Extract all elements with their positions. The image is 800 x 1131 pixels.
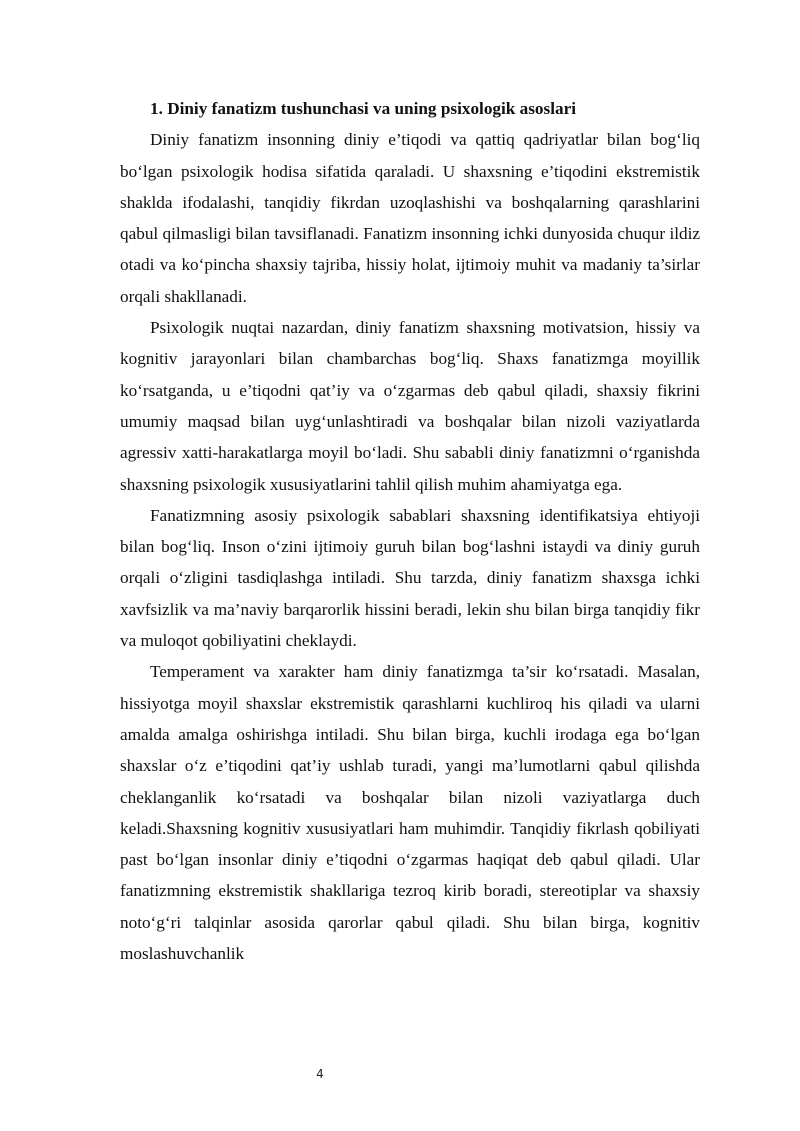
document-body	[120, 93, 700, 969]
paragraph-2: Psixologik nuqtai nazardan, diniy fanatizm shaxsning motivatsion, hissiy va kognitiv jarayonlari bilan chambarchas bog‘liq. Shaxs fanatizmga moyillik ko‘rsatganda, u e’tiqodni qat’iy va o‘zgarmas deb qabul qiladi, shaxsiy fikrini umumiy maqsad bilan uyg‘unlashtiradi va boshqalar bilan nizoli vaziyatlarda agressiv xatti-harakatlarga moyil bo‘ladi. Shu sababli diniy fanatizmni o‘rganishda shaxsning psixologik xususiyatlarini tahlil qilish muhim ahamiyatga ega.	[120, 318, 700, 494]
section-heading: 1. Diniy fanatizm tushunchasi va uning psixologik asoslari	[150, 99, 576, 118]
page-number: 4	[316, 1067, 324, 1081]
paragraph-4: Temperament va xarakter ham diniy fanatizmga ta’sir ko‘rsatadi. Masalan, hissiyotga moyil shaxslar ekstremistik qarashlarni kuchliroq his qiladi va ularni amalda amalga oshirishga intiladi. Shu bilan birga, kuchli irodaga ega bo‘lgan shaxslar o‘z e’tiqodini qat’iy ushlab turadi, yangi ma’lumotlarni qabul qilishda cheklanganlik ko‘rsatadi va boshqalar bilan nizoli vaziyatlarga duch keladi.Shaxsning kognitiv xususiyatlari ham muhimdir. Tanqidiy fikrlash qobiliyati past bo‘lgan insonlar diniy e’tiqodni o‘zgarmas haqiqat deb qabul qiladi. Ular fanatizmning ekstremistik shakllariga tezroq kirib boradi, stereotiplar va shaxsiy noto‘g‘ri talqinlar asosida qarorlar qabul qiladi. Shu bilan birga, kognitiv moslashuvchanlik	[120, 662, 700, 964]
paragraph-1: Diniy fanatizm insonning diniy e’tiqodi va qattiq qadriyatlar bilan bog‘liq bo‘lgan psixologik hodisa sifatida qaraladi. U shaxsning e’tiqodini ekstremistik shaklda ifodalashi, tanqidiy fikrdan uzoqlashishi va boshqalarning qarashlarini qabul qilmasligi bilan tavsiflanadi. Fanatizm insonning ichki dunyosida chuqur ildiz otadi va ko‘pincha shaxsiy tajriba, hissiy holat, ijtimoiy muhit va madaniy ta’sirlar orqali shakllanadi.	[120, 130, 700, 306]
paragraph-3: Fanatizmning asosiy psixologik sabablari shaxsning identifikatsiya ehtiyoji bilan bog‘liq. Inson o‘zini ijtimoiy guruh bilan bog‘lashni istaydi va diniy guruh orqali o‘zligini tasdiqlashga intiladi. Shu tarzda, diniy fanatizm shaxsga ichki xavfsizlik va ma’naviy barqarorlik hissini beradi, lekin shu bilan birga tanqidiy fikr va muloqot qobiliyatini cheklaydi.	[120, 505, 700, 651]
